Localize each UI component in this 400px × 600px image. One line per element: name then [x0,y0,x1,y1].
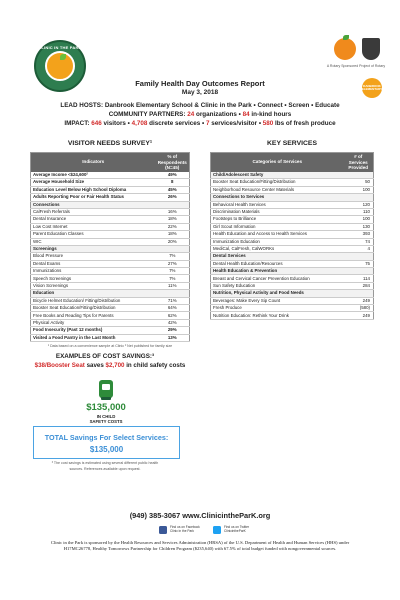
row-value: 249 [344,297,374,304]
key-services-body [211,172,374,320]
row-label: Average Household Size [31,179,156,186]
row-value: 71% [156,297,190,304]
twitter-link[interactable] [213,525,249,535]
col-category: Categories of Services [211,153,344,172]
row-label: Blood Pressure [31,253,156,260]
col-count: # of Services Provided [344,153,374,172]
sponsor-shield-logo [362,38,380,60]
impact-services: 4,708 [131,119,148,127]
row-value: 16% [156,208,190,215]
impact-lbs: 580 [262,119,274,127]
report-title: Family Health Day Outcomes Report [135,79,265,88]
row-value: (580) [344,305,374,312]
row-value: 27% [156,260,190,267]
hosts-line: LEAD HOSTS: Danbrook Elementary School & Clinic in the Park • Connect • Screen • Educate [60,102,340,109]
impact-mid2: discrete services • [147,119,206,127]
leaf-icon [343,35,349,40]
row-label: Dental Services [211,253,344,260]
row-value [344,194,374,201]
row-label: Food Insecurity (Past 12 months) [31,327,156,334]
table-row [31,231,190,238]
row-label: Dental Exams [31,260,156,267]
row-value: 120 [344,201,374,208]
row-value: 110 [344,208,374,215]
table-section-row [211,172,374,179]
key-services-title: KEY SERVICES [267,140,317,147]
total-savings-label: TOTAL Savings For Select Services: [44,433,169,442]
row-label: Booster Seat Education/Fitting/Distribution [31,305,156,312]
table-row [211,305,374,312]
row-label: Free Books and Reading Tips for Parents [31,312,156,319]
row-value: 18% [156,231,190,238]
table-row [211,186,374,193]
row-label: Booster Seat Education/Fitting/Distribution [211,179,344,186]
row-value [156,290,190,297]
row-value: 7% [156,268,190,275]
report-date: May 3, 2018 [181,89,219,96]
row-value: 64% [156,305,190,312]
row-value [156,201,190,208]
table-row [211,282,374,289]
sponsor-text: A Rotary Sponsored Project of Rotary [326,64,386,68]
row-value [344,290,374,297]
partners-hours: 84 [242,110,250,118]
row-label: Discrimination Materials [211,208,344,215]
table-row [31,305,190,312]
table-row [211,179,374,186]
table-row [31,275,190,282]
key-services-table [210,152,374,320]
row-label: Footsteps to Brilliance [211,216,344,223]
row-value [344,268,374,275]
row-value: 20% [156,238,190,245]
table-header-row [211,153,374,172]
row-value: 75 [344,260,374,267]
table-row [31,253,190,260]
cost-savings-line [28,362,192,369]
row-value: 74 [344,238,374,245]
row-value [344,253,374,260]
row-value: 4 [344,245,374,252]
saves-text: saves [84,362,106,369]
row-label: Parent Education Classes [31,231,156,238]
total-savings-value: $135,000 [89,445,124,454]
impact-visitors: 646 [91,119,102,127]
row-label: Beverages: Make Every Sip Count [211,297,344,304]
partners-line [0,111,400,120]
child-safety-icon [96,378,116,402]
visitor-survey-title: VISITOR NEEDS SURVEY¹ [67,140,153,147]
row-label: Visited a Food Pantry in the Last Month [31,334,156,341]
row-value: 26% [156,194,190,201]
table-row [211,260,374,267]
row-label: Average Income <$24,600² [31,172,156,179]
impact-mid1: visitors • [101,119,132,127]
table-row [31,327,190,334]
visitor-needs-body [31,172,190,342]
table-row [211,297,374,304]
row-label: Behavioral Health Services [211,201,344,208]
table-row [211,216,374,223]
table-row [31,172,190,179]
row-label: Screenings [31,245,156,252]
partners-mid: organizations • [194,110,243,118]
twitter-icon [213,526,221,534]
child-safety-savings: $135,000 [86,402,126,413]
row-value: 18% [156,216,190,223]
table-row [31,297,190,304]
leaf-icon [60,54,66,60]
partners-prefix: COMMUNITY PARTNERS: [108,110,188,118]
total-savings-box [33,426,180,459]
table-row [31,179,190,186]
partners-orgs: 24 [187,110,195,118]
table-row [211,238,374,245]
row-value: 393 [344,231,374,238]
table-row [31,194,190,201]
row-value: 7% [156,253,190,260]
school-badge: DANBROOK ELEMENTARY [362,78,382,98]
table-section-row [211,253,374,260]
table-section-row [211,268,374,275]
impact-suffix: lbs of fresh produce [273,119,336,127]
table-row [211,245,374,252]
row-value: 130 [344,223,374,230]
row-value [156,245,190,252]
cost-savings-title: EXAMPLES OF COST SAVINGS:³ [55,353,155,360]
row-label: Connections to Services [211,194,344,201]
table-row [31,208,190,215]
row-label: Health Education & Prevention [211,268,344,275]
row-label: Immunizations [31,268,156,275]
row-label: Nutrition, Physical Activity and Food Needs [211,290,344,297]
facebook-icon [159,526,167,534]
summary-block [0,102,400,128]
row-label: Dental Insurance [31,216,156,223]
table-row [31,238,190,245]
row-label: MediCal, CalFresh, CalWORKs [211,245,344,252]
table-section-row [31,201,190,208]
impact-per-visitor: 7 [205,119,210,127]
table-row [31,216,190,223]
table-section-row [211,194,374,201]
twitter-text [224,526,249,534]
cost-footnote [30,461,180,472]
col-indicators: Indicators [31,153,156,172]
row-label: Physical Activity [31,319,156,326]
table-row [211,223,374,230]
survey-footnote: ¹ Data based on a convenience sample at Clinic ² Net published for family size [47,344,173,348]
funding-disclaimer: Clinic in the Park is sponsored by the Health Resources and Services Administration (HRSA) of the U.S. Department of Health and Human Services (HHS) under H17MC26778, Healthy Tomorrows Partnership for Children Program ($235,640) with 67.5% of total budget funded with nongovernmental sources. [50,540,350,551]
facebook-link[interactable] [159,525,200,535]
table-row [31,334,190,341]
row-label: Education Level Below High School Diploma [31,186,156,193]
amount-sub-line1: IN CHILD [96,414,116,419]
impact-mid3: services/visitor • [209,119,263,127]
table-header-row [31,153,190,172]
contact-line: (949) 385-3067 www.ClinicintheParK.org [129,511,271,520]
visitor-needs-table [30,152,190,342]
table-row [31,223,190,230]
facebook-line1: Find us on Facebook [170,525,200,530]
table-row [31,319,190,326]
partners-suffix: in-kind hours [249,110,292,118]
logo-text: CLINIC IN THE PARK [38,45,82,50]
row-label: Bicycle Helmet Education/ Fitting/Distribution [31,297,156,304]
savings-suffix: in child safety costs [124,362,186,369]
child-safety-label [70,414,142,424]
row-label: CalFresh Referrals [31,208,156,215]
facebook-line2: Clinic in the Park [170,529,194,533]
facebook-text [170,526,200,534]
row-value: 249 [344,312,374,319]
row-value: 42% [156,319,190,326]
row-value: 22% [156,223,190,230]
table-row [211,231,374,238]
row-label: Vision Screenings [31,282,156,289]
row-value: 7% [156,275,190,282]
cost-note-line2: sources. References available upon request. [69,466,141,471]
twitter-line2: ClinicintheParK [224,529,246,533]
row-value: 114 [344,275,374,282]
table-row [211,208,374,215]
row-label: Breast and Cervical Cancer Prevention Education [211,275,344,282]
table-row [31,268,190,275]
row-value: 8 [156,179,190,186]
row-label: Nutrition Education: Rethink Your Drink [211,312,344,319]
row-label: Child/Adolescent Safety [211,172,344,179]
row-label: Girl Scout Information [211,223,344,230]
row-label: Adults Reporting Poor or Fair Health Status [31,194,156,201]
row-value: 45% [156,186,190,193]
table-section-row [211,290,374,297]
row-label: Connections [31,201,156,208]
row-value: 100 [344,216,374,223]
row-label: Dental Health Education/Resources [211,260,344,267]
orange-sponsor-logo [334,38,356,60]
row-label: Fresh Produce [211,305,344,312]
row-label: Health Education and Access to Health Services [211,231,344,238]
amount-sub-line2: SAFETY COSTS [89,419,123,424]
row-label: Immunization Education [211,238,344,245]
cost-note-line1: ³ The cost savings is estimated using several different public health [51,461,159,465]
twitter-line1: Find us on Twitter [224,525,250,530]
row-label: Speech Screenings [31,275,156,282]
row-value [344,172,374,179]
savings-amount: $2,700 [105,362,125,369]
table-row [211,201,374,208]
table-row [31,260,190,267]
impact-line [0,120,400,129]
booster-seat-cost: $38/Booster Seat [34,362,85,369]
row-value: 49% [156,172,190,179]
table-row [211,275,374,282]
row-label: Neighborhood Resource Center Materials [211,186,344,193]
impact-prefix: IMPACT: [64,119,92,127]
row-label: Sun Safety Education [211,282,344,289]
row-value: 11% [156,282,190,289]
table-row [31,282,190,289]
table-section-row [31,245,190,252]
row-value: 100 [344,186,374,193]
row-value: 284 [344,282,374,289]
row-value: 50 [344,179,374,186]
row-value: 29% [156,327,190,334]
col-percent: % of Respondents (N=45) [156,153,190,172]
table-row [31,186,190,193]
table-section-row [31,290,190,297]
row-label: Low Cost Internet [31,223,156,230]
row-value: 13% [156,334,190,341]
row-label: WIC [31,238,156,245]
table-row [31,312,190,319]
row-label: Education [31,290,156,297]
row-value: 62% [156,312,190,319]
table-row [211,312,374,319]
